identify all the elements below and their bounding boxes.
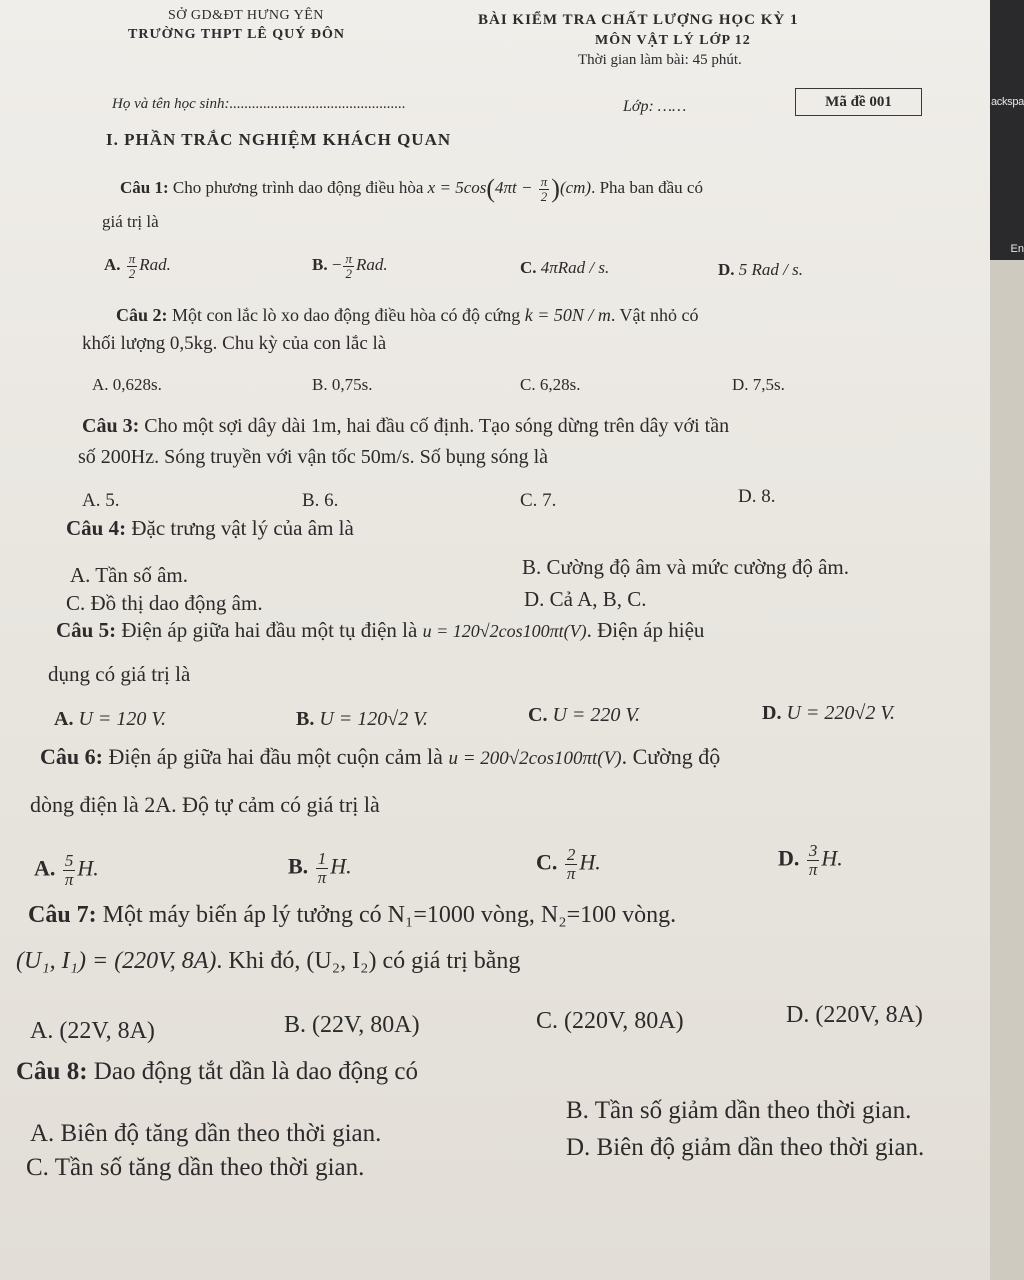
q6-option-d: D. $\frac{3}{\pi}$ H.	[778, 841, 843, 879]
q4-option-b: B. Cường độ âm và mức cường độ âm.	[522, 555, 849, 579]
q8-option-b: B. Tần số giảm dần theo thời gian.	[566, 1097, 912, 1124]
backspace-key-label: ackspa	[990, 96, 1024, 108]
q2-option-c: C. 6,28s.	[520, 375, 581, 394]
department-name: SỞ GD&ĐT HƯNG YÊN	[168, 8, 324, 23]
exam-title: BÀI KIỂM TRA CHẤT LƯỢNG HỌC KỲ 1	[478, 12, 799, 28]
q2-option-a: A. 0,628s.	[92, 375, 162, 394]
question-8: Câu 8: Dao động tắt dần là dao động có	[16, 1058, 419, 1085]
question-3-line2: số 200Hz. Sóng truyền với vận tốc 50m/s. Số bụng sóng là	[78, 446, 548, 468]
q8-option-c: C. Tần số tăng dần theo thời gian.	[26, 1154, 365, 1181]
q1-option-c: C. 4πRad / s.	[520, 258, 610, 277]
q8-option-a: A. Biên độ tăng dần theo thời gian.	[30, 1120, 382, 1147]
student-name-field: Họ và tên học sinh:...............................................	[112, 96, 406, 112]
section-title: I. PHẦN TRẮC NGHIỆM KHÁCH QUAN	[106, 130, 452, 149]
q5-option-a: A. U = 120 V.	[54, 708, 167, 730]
subject-title: MÔN VẬT LÝ LỚP 12	[595, 33, 751, 48]
q5-option-d: D. U = 220√2 V.	[762, 702, 896, 724]
question-6: Câu 6: Điện áp giữa hai đầu một cuộn cảm là u = 200√2cos100πt(V). Cường độ	[40, 744, 721, 769]
keyboard-edge	[990, 0, 1024, 260]
question-1-text: Cho phương trình dao động điều hòa	[168, 177, 428, 197]
q1-option-a: A. $\frac{\pi}{2}$ Rad.	[104, 251, 171, 281]
q7-option-c: C. (220V, 80A)	[536, 1008, 684, 1034]
q3-option-b: B. 6.	[302, 490, 339, 511]
q4-option-c: C. Đồ thị dao động âm.	[66, 591, 263, 615]
q3-option-a: A. 5.	[82, 490, 120, 511]
q8-option-d: D. Biên độ giảm dần theo thời gian.	[566, 1134, 925, 1161]
q1-option-b: B. − $\frac{\pi}{2}$ Rad.	[312, 251, 388, 281]
q6-option-a: A. $\frac{5}{\pi}$ H.	[34, 851, 99, 889]
q6-option-c: C. $\frac{2}{\pi}$ H.	[536, 845, 601, 883]
q4-option-d: D. Cả A, B, C.	[524, 587, 647, 611]
q3-option-d: D. 8.	[738, 486, 776, 507]
question-1: Câu 1: Cho phương trình dao động điều hòa x = 5cos(4πt − $\frac{\pi}{2}$ )(cm). Pha ban đầu có	[120, 173, 703, 204]
question-7: Câu 7: Một máy biến áp lý tưởng có N₁=1000 vòng, N₂=100 vòng.	[28, 902, 677, 928]
q3-option-c: C. 7.	[520, 490, 557, 511]
q2-option-b: B. 0,75s.	[312, 375, 373, 394]
class-field: Lớp: ……	[623, 98, 687, 115]
school-name: TRƯỜNG THPT LÊ QUÝ ĐÔN	[128, 27, 345, 42]
question-5-line2: dụng có giá trị là	[48, 662, 191, 686]
question-4: Câu 4: Đặc trưng vật lý của âm là	[66, 516, 354, 540]
question-2: Câu 2: Một con lắc lò xo dao động điều hòa có độ cứng k = 50N / m. Vật nhỏ có	[116, 305, 699, 325]
q5-option-b: B. U = 120√2 V.	[296, 708, 428, 730]
exam-duration: Thời gian làm bài: 45 phút.	[578, 52, 742, 68]
q5-option-c: C. U = 220 V.	[528, 704, 641, 726]
q7-option-a: A. (22V, 8A)	[30, 1018, 155, 1044]
exam-code-box: Mã đề 001	[795, 88, 922, 116]
question-2-line2: khối lượng 0,5kg. Chu kỳ của con lắc là	[82, 333, 387, 354]
enter-key-label: En	[1010, 243, 1024, 255]
q7-option-b: B. (22V, 80A)	[284, 1012, 420, 1038]
question-1-label: Câu 1:	[120, 177, 169, 197]
q4-option-a: A. Tần số âm.	[70, 563, 189, 587]
question-1-math-a: x = 5cos	[427, 177, 487, 197]
question-6-line2: dòng điện là 2A. Độ tự cảm có giá trị là	[30, 792, 380, 817]
q1-option-d: D. 5 Rad / s.	[718, 260, 804, 279]
question-1-line2: giá trị là	[102, 212, 159, 231]
q6-option-b: B. $\frac{1}{\pi}$ H.	[288, 849, 352, 887]
q2-option-d: D. 7,5s.	[732, 375, 785, 394]
question-1-math-b: 4πt −	[495, 177, 537, 197]
question-3: Câu 3: Cho một sợi dây dài 1m, hai đầu cố định. Tạo sóng dừng trên dây với tần	[82, 415, 730, 437]
question-1-frac-num: π	[540, 173, 548, 189]
question-1-tail: . Pha ban đầu có	[591, 177, 703, 197]
question-1-math-c: (cm)	[559, 177, 592, 197]
question-1-frac-den: 2	[540, 188, 548, 204]
question-7-line2: (U₁, I₁) = (220V, 8A). Khi đó, (U₂, I₂) có giá trị bằng	[16, 948, 521, 974]
q7-option-d: D. (220V, 8A)	[786, 1002, 923, 1028]
question-5: Câu 5: Điện áp giữa hai đầu một tụ điện là u = 120√2cos100πt(V). Điện áp hiệu	[56, 618, 705, 642]
